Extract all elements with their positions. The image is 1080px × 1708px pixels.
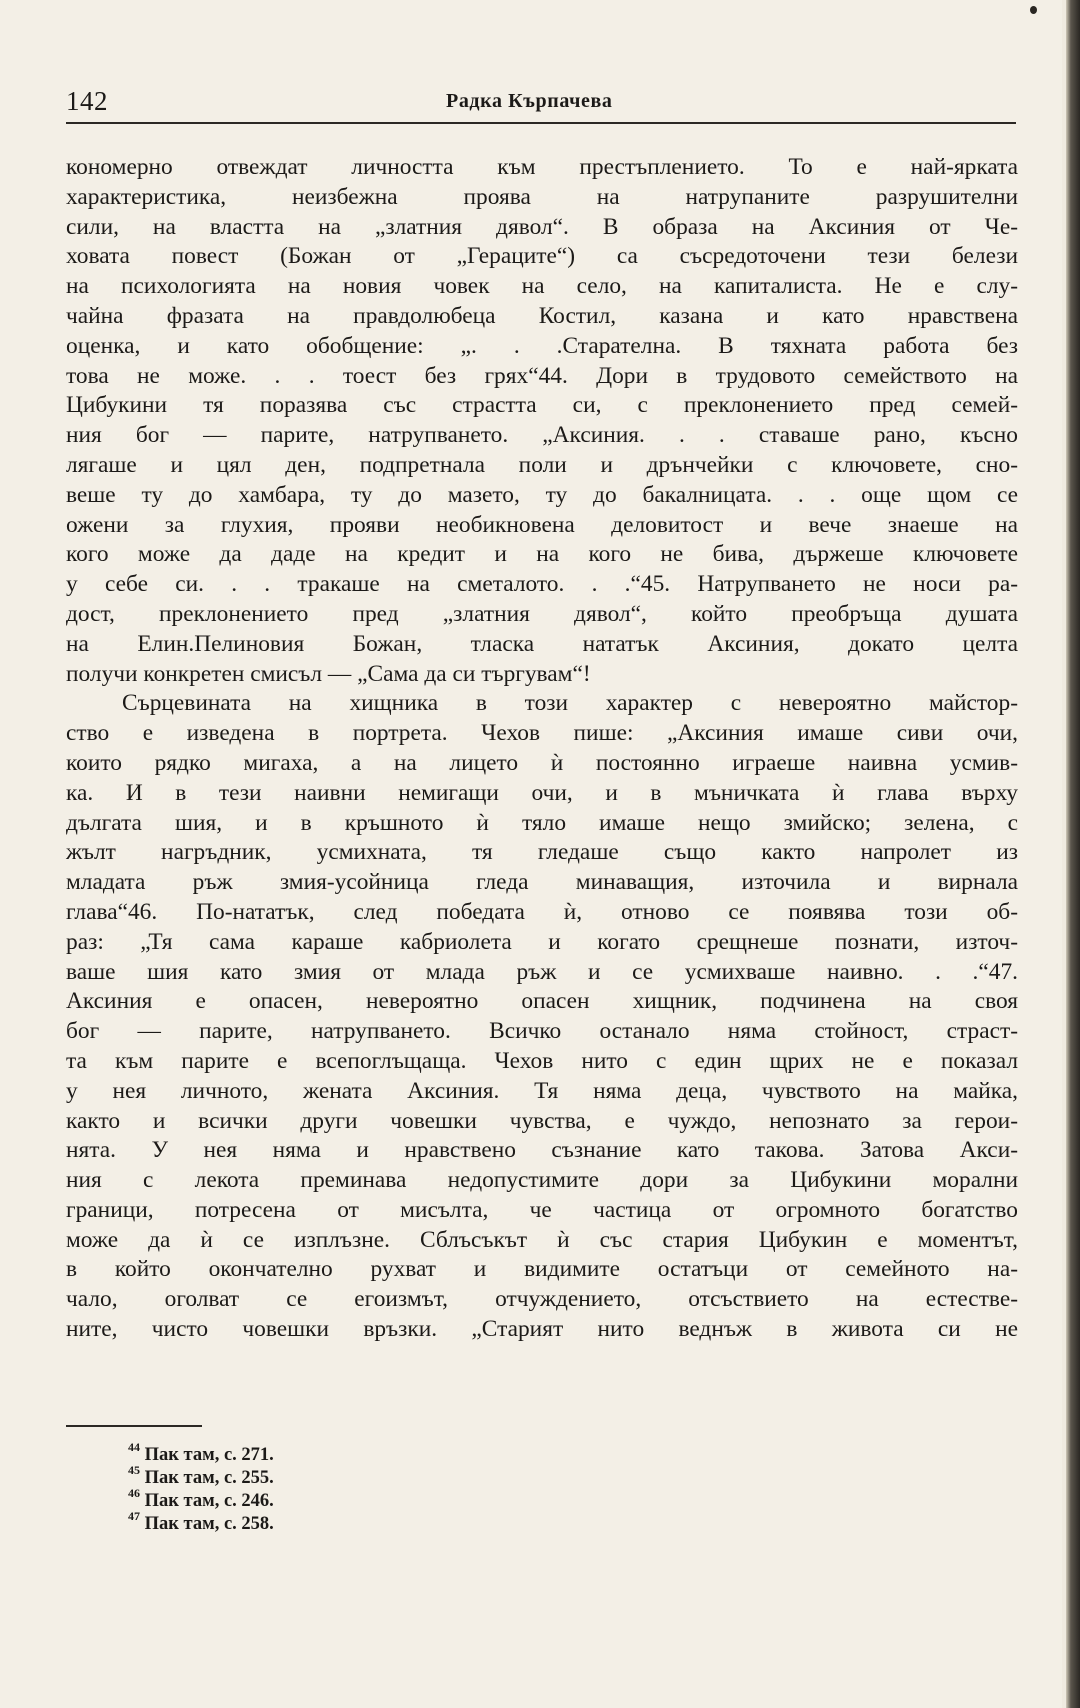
text-line: Аксиния е опасен, невероятно опасен хищник, подчинена на своя [66, 988, 1018, 1015]
text-line: ство е изведена в портрета. Чехов пише: „Аксиния имаше сиви очи, [66, 720, 1018, 747]
footnote-number: 44 [128, 1440, 140, 1454]
text-line: чайна фразата на правдолюбеца Костил, казана и като нравствена [66, 302, 1018, 329]
text-line: получи конкретен смисъл — „Сама да си търгувам“! [66, 660, 591, 687]
text-line: ховата повест (Божан от „Гераците“) са съсредоточени тези белези [66, 243, 1018, 270]
text-line: кономерно отвеждат личността към престъплението. То е най-ярката [66, 154, 1018, 180]
footnote [128, 1463, 274, 1490]
text-line: веше ту до хамбара, ту до мазето, ту до бакалницата. . . още щом се [66, 481, 1018, 508]
text-line: които рядко мигаха, а на лицето ѝ постоянно играеше наивна усмив- [66, 749, 1018, 776]
text-line: както и всички други човешки чувства, е чуждо, непознато за герои- [66, 1107, 1018, 1134]
footnote [128, 1509, 274, 1536]
header-rule [66, 122, 1016, 124]
text-line: у себе си. . . тракаше на сметалото. . .“45. Натрупването не носи ра- [66, 571, 1018, 598]
footnote-number: 46 [128, 1486, 140, 1500]
text-line: глава“46. По-нататък, след победата ѝ, отново се появява този об- [66, 898, 1018, 925]
text-line: Сърцевината на хищника в този характер с невероятно майстор- [122, 690, 1018, 717]
book-binding-edge [1066, 0, 1080, 1708]
text-line: младата ръж змия-усойница гледа минаващия, източила и вирнала [66, 869, 1018, 896]
footnote-text: Пак там, с. 246. [144, 1491, 274, 1511]
footnote-text: Пак там, с. 258. [144, 1514, 274, 1534]
text-line: ния с лекота преминава недопустимите дори за Цибукини морални [66, 1167, 1018, 1194]
text-line: ния бог — парите, натрупването. „Аксиния. . . ставаше рано, късно [66, 422, 1018, 449]
text-line: жълт нагръдник, усмихната, тя гледаше също както напролет из [66, 839, 1018, 866]
text-line: лягаше и цял ден, подпретнала поли и дрънчейки с ключовете, сно- [66, 451, 1018, 478]
page-number: 142 [66, 86, 108, 116]
text-line: може да ѝ се изплъзне. Сблъсъкът ѝ със стария Цибукин е моментът, [66, 1226, 1018, 1253]
page-header [66, 82, 1016, 122]
text-line: на Елин.Пелиновия Божан, тласка нататък Аксиния, докато целта [66, 630, 1018, 657]
text-line: дългата шия, и в кръшното ѝ тяло имаше нещо змийско; зелена, с [66, 809, 1018, 836]
footnote [128, 1486, 274, 1513]
footnotes [128, 1440, 274, 1536]
text-line: кого може да даде на кредит и на кого не бива, държеше ключовете [66, 541, 1018, 568]
text-line: чало, оголват се егоизмът, отчуждението, отсъствието на естестве- [66, 1286, 1018, 1313]
text-line: ваше шия като змия от млада ръж и се усмихваше наивно. . .“47. [66, 958, 1018, 985]
main-text [66, 153, 1018, 1345]
text-line: у нея личното, жената Аксиния. Тя няма деца, чувството на майка, [66, 1077, 1018, 1104]
ink-speck [1030, 6, 1037, 14]
text-line: в който окончателно рухват и видимите остатъци от семейното на- [66, 1256, 1018, 1283]
text-line: ожени за глухия, прояви необикновена деловитост и вече знаеше на [66, 511, 1018, 538]
text-line: бог — парите, натрупването. Всичко останало няма стойност, страст- [66, 1018, 1018, 1045]
footnote [128, 1440, 274, 1467]
text-line: дост, преклонението пред „златния дявол“, който преобръща душата [66, 600, 1018, 627]
text-line: Цибукини тя поразява със страстта си, с преклонението пред семей- [66, 392, 1018, 419]
text-line: сили, на властта на „златния дявол“. В образа на Аксиния от Че- [66, 213, 1018, 240]
footnote-text: Пак там, с. 255. [144, 1468, 274, 1488]
text-line: на психологията на новия човек на село, на капиталиста. Не е слу- [66, 273, 1018, 300]
text-line: раз: „Тя сама караше кабриолета и когато срещнеше познати, източ- [66, 928, 1018, 955]
text-line: та към парите е всепоглъщаща. Чехов нито с един щрих не е показал [66, 1047, 1018, 1074]
text-line: нята. У нея няма и нравствено съзнание като такова. Затова Акси- [66, 1137, 1018, 1164]
running-title: Радка Кърпачева [446, 90, 613, 112]
text-line: граници, потресена от мисълта, че частица от огромното богатство [66, 1196, 1018, 1223]
text-line: оценка, и като обобщение: „. . .Старателна. В тяхната работа без [66, 332, 1018, 359]
text-line: това не може. . . тоест без грях“44. Дори в трудовото семейството на [66, 362, 1018, 389]
text-line: характеристика, неизбежна проява на натрупаните разрушителни [66, 183, 1018, 210]
footnote-rule [66, 1425, 202, 1427]
text-line: ните, чисто човешки връзки. „Старият нито веднъж в живота си не [66, 1316, 1018, 1343]
text-line: ка. И в тези наивни немигащи очи, и в мъничката ѝ глава върху [66, 779, 1018, 806]
footnote-number: 45 [128, 1463, 140, 1477]
footnote-text: Пак там, с. 271. [144, 1445, 274, 1465]
footnote-number: 47 [128, 1509, 140, 1523]
